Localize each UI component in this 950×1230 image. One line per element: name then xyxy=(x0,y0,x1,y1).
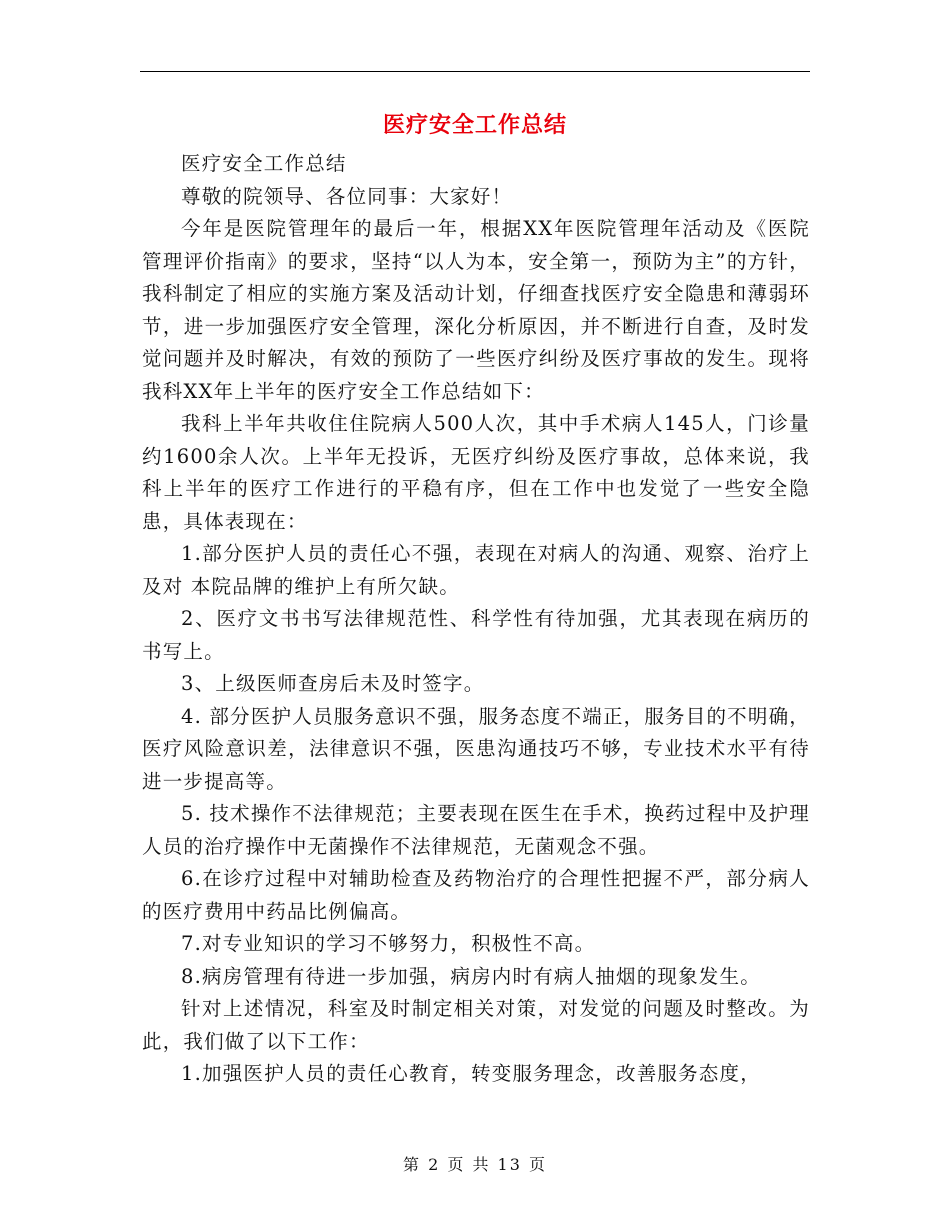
paragraph-issue-4: 4. 部分医护人员服务意识不强，服务态度不端正，服务目的不明确，医疗风险意识差，法律意识不强，医患沟通技巧不够，专业技术水平有待进一步提高等。 xyxy=(142,704,810,793)
paragraph-issue-8: 8.病房管理有待进一步加强，病房内时有病人抽烟的现象发生。 xyxy=(181,964,761,988)
paragraph-issue-2: 2、医疗文书书写法律规范性、科学性有待加强，尤其表现在病历的书写上。 xyxy=(142,607,810,663)
paragraph-action-1: 1.加强医护人员的责任心教育，转变服务理念，改善服务态度， xyxy=(181,1062,761,1085)
paragraph-greeting: 尊敬的院领导、各位同事：大家好！ xyxy=(181,184,513,208)
paragraph-issue-5: 5. 技术操作不法律规范；主要表现在医生在手术，换药过程中及护理人员的治疗操作中无菌操作不法律规范，无菌观念不强。 xyxy=(142,802,810,858)
paragraph-response: 针对上述情况，科室及时制定相关对策，对发觉的问题及时整改。为此，我们做了以下工作： xyxy=(142,997,810,1053)
paragraph-subtitle: 医疗安全工作总结 xyxy=(181,152,347,175)
header-rule xyxy=(140,71,810,72)
document-title: 医疗安全工作总结 xyxy=(382,112,567,138)
paragraph-intro: 今年是医院管理年的最后一年，根据XX年医院管理年活动及《医院管理评价指南》的要求，坚持“以人为本，安全第一，预防为主”的方针，我科制定了相应的实施方案及活动计划，仔细查找医疗安全隐患和薄弱环节，进一步加强医疗安全管理，深化分析原因，并不断进行自查，及时发觉问题并及时解决，有效的预防了一些医疗纠纷及医疗事故的发生。现将我科XX年上半年的医疗安全工作总结如下： xyxy=(142,217,810,403)
document-body xyxy=(142,148,810,1091)
paragraph-summary: 我科上半年共收住住院病人500人次，其中手术病人145人，门诊量约1600余人次。上半年无投诉，无医疗纠纷及医疗事故，总体来说，我科上半年的医疗工作进行的平稳有序，但在工作中也发觉了一些安全隐患，具体表现在： xyxy=(142,412,810,533)
paragraph-issue-3: 3、上级医师查房后未及时签字。 xyxy=(181,672,485,695)
paragraph-issue-7: 7.对专业知识的学习不够努力，积极性不高。 xyxy=(181,932,596,955)
page-number: 第 2 页 共 13 页 xyxy=(403,1155,547,1174)
paragraph-issue-1: 1.部分医护人员的责任心不强，表现在对病人的沟通、观察、治疗上及对 本院品牌的维护上有所欠缺。 xyxy=(142,542,810,598)
paragraph-issue-6: 6.在诊疗过程中对辅助检查及药物治疗的合理性把握不严，部分病人的医疗费用中药品比例偏高。 xyxy=(142,867,810,923)
